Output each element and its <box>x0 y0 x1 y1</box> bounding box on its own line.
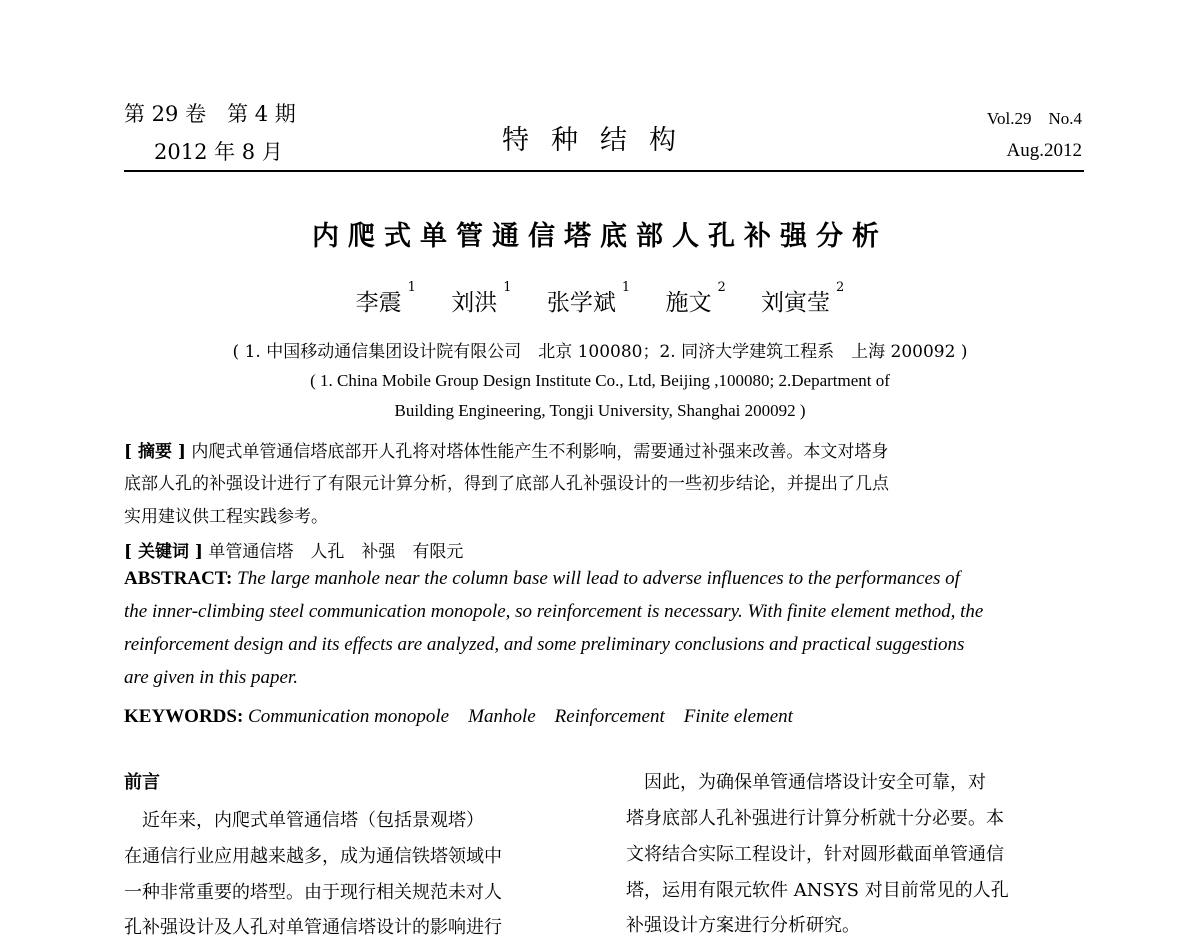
keywords-en: KEYWORDS: Communication monopole Manhole Reinforcement Finite element <box>124 706 793 727</box>
header-rule <box>124 170 1084 172</box>
abstract-cn-line: 实用建议供工程实践参考。 <box>124 507 328 527</box>
keywords-cn: [ 关键词 ] 单管通信塔 人孔 补强 有限元 <box>124 542 464 562</box>
body-line: 在通信行业应用越来越多，成为通信铁塔领域中 <box>124 846 502 867</box>
author: 刘洪$^1$ <box>451 280 512 316</box>
author: 施文$^2$ <box>665 280 726 316</box>
section-title: 前言 <box>124 772 160 793</box>
author: 张学斌$^1$ <box>546 280 631 316</box>
volume-issue-en: Vol.29 No.4 <box>986 109 1082 128</box>
body-line: 因此，为确保单管通信塔设计安全可靠，对 <box>626 772 986 793</box>
abstract-en-line: reinforcement design and its effects are analyzed, and some preliminary conclusions and practical suggestions <box>124 634 965 655</box>
keywords-en-label: KEYWORDS: <box>124 706 244 727</box>
body-line: 文将结合实际工程设计，针对圆形截面单管通信 <box>626 844 1004 865</box>
issue-date-cn: 2012 年 8 月 <box>154 140 283 164</box>
abstract-cn-label: [ 摘要 ] <box>124 442 186 462</box>
body-line: 塔身底部人孔补强进行计算分析就十分必要。本 <box>626 808 1004 829</box>
body-line: 补强设计方案进行分析研究。 <box>626 915 860 936</box>
abstract-cn-line: 底部人孔的补强设计进行了有限元计算分析，得到了底部人孔补强设计的一些初步结论，并提出了几点 <box>124 474 889 494</box>
affiliation-en-line2: Building Engineering, Tongji University, Shanghai 200092 ) <box>394 401 806 420</box>
abstract-en-line: the inner-climbing steel communication monopole, so reinforcement is necessary. With finite element method, the <box>124 601 984 622</box>
author-list <box>0 280 1200 317</box>
keywords-cn-label: [ 关键词 ] <box>124 542 203 562</box>
paper-title: 内爬式单管通信塔底部人孔补强分析 <box>312 221 888 252</box>
issue-date-en: Aug.2012 <box>1006 140 1082 161</box>
abstract-en-line: ABSTRACT: The large manhole near the column base will lead to adverse influences to the performances of <box>124 568 960 589</box>
author: 李震$^1$ <box>355 280 416 316</box>
body-line: 孔补强设计及人孔对单管通信塔设计的影响进行 <box>124 917 502 938</box>
abstract-cn-line: [ 摘要 ] 内爬式单管通信塔底部开人孔将对塔体性能产生不利影响，需要通过补强来改善。本文对塔身 <box>124 442 889 462</box>
volume-issue: 第 29 卷 第 4 期 <box>124 102 296 126</box>
abstract-en-label: ABSTRACT: <box>124 568 233 589</box>
body-line: 一种非常重要的塔型。由于现行相关规范未对人 <box>124 882 502 903</box>
affiliation-en-line1: ( 1. China Mobile Group Design Institute Co., Ltd, Beijing ,100080; 2.Department of <box>310 371 890 390</box>
affiliation-cn: ( 1. 中国移动通信集团设计院有限公司 北京 100080；2. 同济大学建筑工程系 上海 200092 ) <box>232 342 968 362</box>
author: 刘寅莹$^2$ <box>761 280 845 316</box>
abstract-en-line: are given in this paper. <box>124 667 298 688</box>
body-line: 近年来，内爬式单管通信塔（包括景观塔） <box>124 810 484 831</box>
body-line: 塔，运用有限元软件 ANSYS 对目前常见的人孔 <box>626 880 1009 901</box>
journal-name: 特种结构 <box>502 125 698 156</box>
